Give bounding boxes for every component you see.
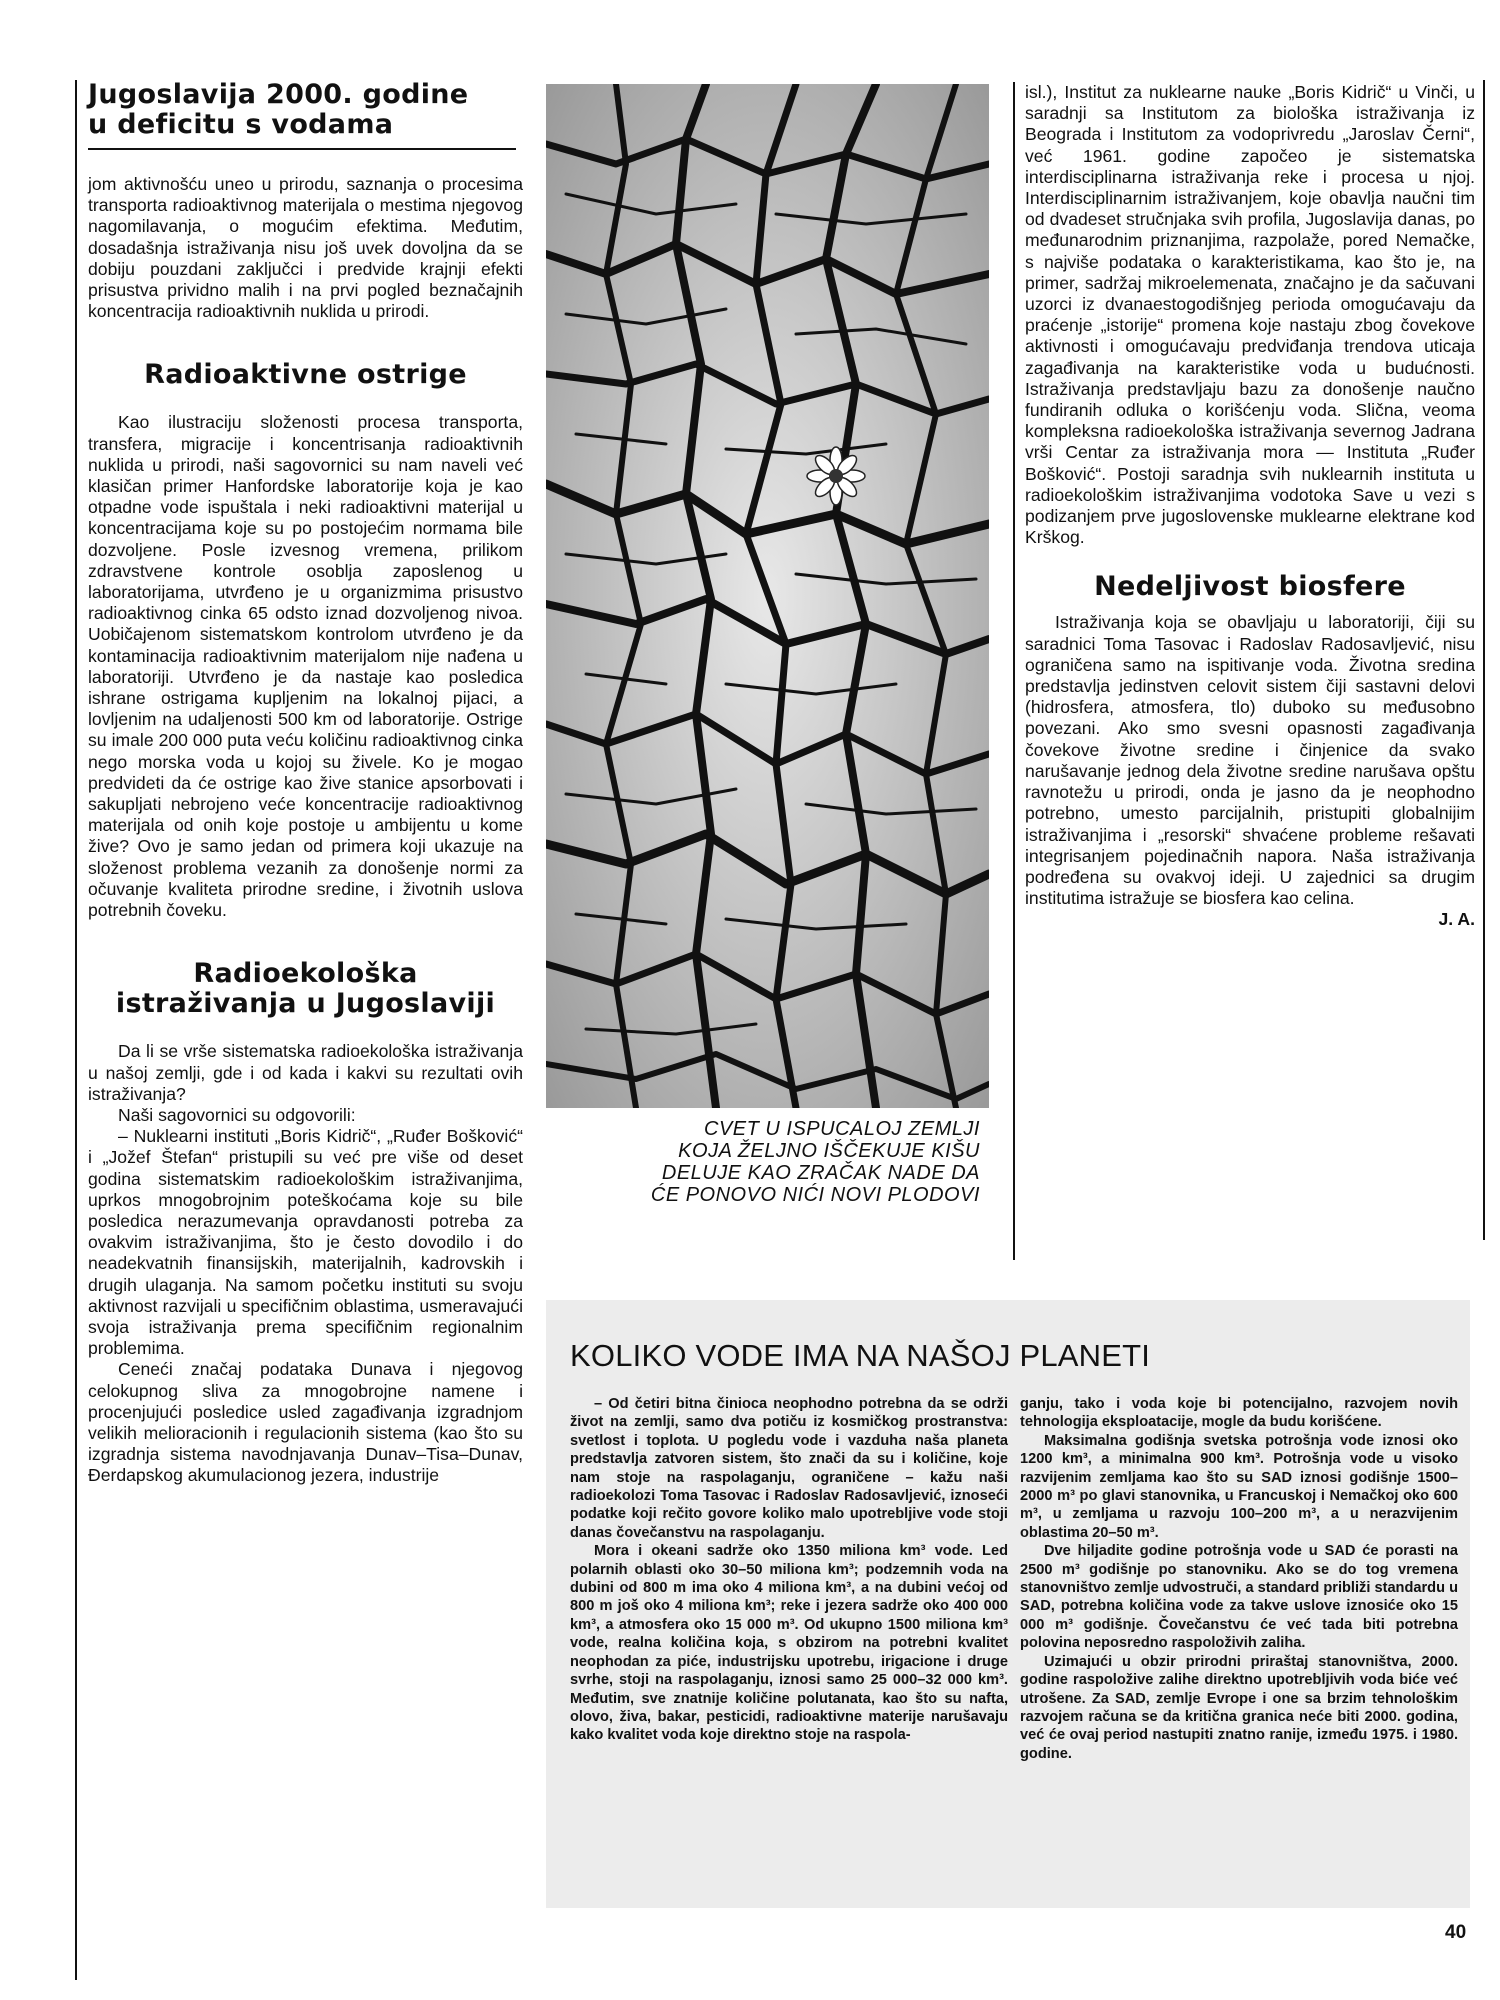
paragraph: Ceneći značaj podataka Dunava i njegovog celokupnog sliva za mnogobrojne namene i procenjujući posledice usled zagađivanja izgradnjom velikih melioracionih i regulacionih sistema (kao što su izgradnja sistema navodnjavanja Dunav–Tisa–Dunav, Đerdapskog akumulacionog jezera, industrije	[88, 1359, 523, 1486]
subheading-line2: istraživanja u Jugoslaviji	[115, 988, 496, 1020]
article-column-right	[1025, 82, 1475, 931]
subheading-radioekoloska-istrazivanja	[88, 959, 523, 1019]
paragraph: Kao ilustraciju složenosti procesa transporta, transfera, migracije i koncentrisanja radioaktivnih nuklida u prirodi, naši sagovornici su nam naveli već klasičan primer Hanfordske laboratorije koja je kao otpadne vode ispuštala i neki radioaktivni materijal u koncentracijama koje su po postojećim normama bile dozvoljene. Posle izvesnog vremena, prilikom zdravstvene kontrole osoblja zaposlenog u laboratorijama, utvrđeno je u organizmima prisustvo radioaktivnog cinka 65 odsto iznad dozvoljenog nivoa. Uobičajenom sistematskom kontrolom utvrđeno je da kontaminacija radioaktivnim materijalom nije nađena u laboratoriji. Utvrđeno je da nastaje kao posledica ishrane ostrigama kupljenim na lokalnoj pijaci, a lovljenim na udaljenosti 500 km od laboratorije. Ostrige su imale 200 000 puta veću količinu radioaktivnog cinka nego morska voda u kojoj su živele. Ko je mogao predvideti da će ostrige kao žive stanice apsorbovati i sakupljati nebrojeno veće koncentracije radioaktivnog materijala od onih koje postoje u ambijentu u kome žive? Ovo je samo jedan od primera koji ukazuje na složenost problema vezanih za donošenje normi za očuvanje kvaliteta prirodne sredine, i životnih uslova potrebnih čoveku.	[88, 412, 523, 921]
subheading-line1: Radioekološka	[193, 958, 418, 990]
author-signature: J. A.	[1438, 909, 1475, 930]
paragraph: jom aktivnošću uneo u prirodu, saznanja o procesima transporta radioaktivnog materijala o mestima njegovog nagomilavanja, o mogućim efektima. Međutim, dosadašnja istraživanja nisu još uvek dovoljna da se dobiju pouzdani zaključci i predvide krajnji efekti prisustva prividno malih i na prvi pogled beznačajnih koncentracija radioaktivnih nuklida u prirodi.	[88, 174, 523, 322]
article-title	[88, 80, 523, 140]
photo-caption: CVET U ISPUCALOJ ZEMLJI KOJA ŽELJNO IŠČEKUJE KIŠU DELUJE KAO ZRAČAK NADE DA ĆE PONOVO NIĆI NOVI PLODOVI	[650, 1118, 980, 1206]
box-paragraph: Dve hiljadite godine potrošnja vode u SAD će porasti na 2500 m³ godišnje po stanovniku. Ako se do tog vremena stanovništvo zemlje udvostruči, a standard približi standardu u SAD, potrebna količina vode za takve uslove iznosiće oko 15 000 m³ godišnje. Čovečanstvu će već tada biti potrebna polovina neposredno raspoloživih zaliha.	[1020, 1543, 1458, 1652]
subheading-radioaktivne-ostrige: Radioaktivne ostrige	[144, 359, 467, 391]
article-column-left	[88, 80, 523, 1487]
article-title-line1: Jugoslavija 2000. godine	[88, 79, 469, 110]
title-underline	[88, 148, 516, 150]
column-rule-right	[1483, 80, 1485, 1240]
box-paragraph: Mora i okeani sadrže oko 1350 miliona km³ vode. Led polarnih oblasti oko 30–50 miliona km³; podzemnih voda na dubini od 800 m ima oko 4 miliona km³, a na dubini većoj od 800 m još oko 4 miliona km³; reke i jezera sadrže oko 400 000 km³, a atmosfera oko 15 000 m³. Od ukupno 1500 miliona km³ vode, realna količina koja, s obzirom na potrebni kvalitet neophodan za piće, industrijsku upotrebu, irigacione i druge svrhe, stoji na raspolaganju, iznosi samo 25 000–32 000 km³. Međutim, sve znatnije količine polutanata, kao što su nafta, olovo, živa, bakar, pesticidi, radioaktivne materije narušavaju kako kvalitet voda koje direktno stoje na raspola-	[570, 1543, 1008, 1744]
paragraph: Naši sagovornici su odgovorili:	[118, 1104, 356, 1125]
paragraph: Istraživanja koja se obavljaju u laboratoriji, čiji su saradnici Toma Tasovac i Radoslav Radosavljević, nisu ograničena samo na ispitivanje voda. Životna sredina predstavlja jedinstven celovit sistem čiji sastavni delovi (hidrosfera, atmosfera, tlo) duboko su međusobno povezani. Ako smo svesni opasnosti zagađivanja čovekove životne sredine i činjenice da svako narušavanje jednog dela životne sredine narušava opštu ravnotežu u prirodi, onda je jasno da je neophodno potrebno, umesto parcijalnih, pristupiti globalnijim istraživanjima i „resorski“ shvaćene probleme rešavati integrisanjem pojedinačnih napora. Naša istraživanja podređena su ovakvoj ideji. U zajednici sa drugim institutima istražuje se biosfera kao celina.	[1025, 612, 1475, 909]
paragraph: isl.), Institut za nuklearne nauke „Boris Kidrič“ u Vinči, u saradnji sa Institutom za biološka istraživanja iz Beograda i Institutom za vodoprivredu „Jaroslav Černi“, već 1961. godine započeo je sistematska interdisciplinarna istraživanja reke i procesa u njoj. Interdisciplinarnim istraživanjem, koje obavlja naučni tim od dvadeset stručnjaka svih profila, Jugoslavija danas, po međunarodnim priznanjima, razpolaže, pored Nemačke, s najviše podataka o karakteristikama, kao što je, na primer, sadržaj mikroelemenata, značajno je da sačuvani uzorci iz dvanaestogodišnjeg perioda omogućavaju da praćenje „istorije“ promena koje nastaju zbog čovekove aktivnosti i omogućavaju predviđanja trendova uticaja zagađivanja na karakteristike voda u budućnosti. Istraživanja predstavljaju bazu za donošenje naučno fundiranih odluka o korišćenju voda. Slična, veoma kompleksna radioekološka istraživanja severnog Jadrana vrši Centar za istraživanja mora — Instituta „Ruđer Bošković“. Postoji saradnja svih nuklearnih instituta u radioekološkim istraživanjima vodotoka Save u vezi s podizanjem prve jugoslovenske muklearne elektrane kod Krškog.	[1025, 82, 1475, 548]
sidebar-box-title: KOLIKO VODE IMA NA NAŠOJ PLANETI	[570, 1338, 1151, 1373]
cracked-earth-photo	[546, 84, 989, 1108]
column-rule-left	[75, 80, 77, 1980]
paragraph: – Nuklearni instituti „Boris Kidrič“, „Ruđer Bošković“ i „Jožef Štefan“ pristupili su već pre više od deset godina sistematskim radioekološkim istraživanjima, uprkos mnogobrojnim poteškoćama koje su bile posledica nerazumevanja opravdanosti potreba za ovakvim istraživanjima, što je često dovodilo i do neadekvatnih finansijskih, materijalnih, kadrovskih i drugih ulaganja. Na samom početku instituti su svoju aktivnost razvijali u specifičnim oblastima, usmeravajući svoja istraživanja prema specifičnim regionalnim problemima.	[88, 1126, 523, 1359]
article-title-line2: u deficitu s vodama	[88, 109, 394, 140]
sidebar-box-column-right	[1020, 1395, 1458, 1763]
sidebar-box-column-left	[570, 1395, 1008, 1745]
column-rule-middle	[1013, 82, 1015, 1260]
page-number: 40	[1445, 1922, 1467, 1943]
box-paragraph: – Od četiri bitna činioca neophodno potrebna da se održi život na zemlji, samo dva potiču iz kosmičkog prostranstva: svetlost i toplota. U pogledu vode i vazduha naša planeta predstavlja zatvoren sistem, što znači da su i količine, koje nam stoje na raspolaganju, ograničene – kažu naši radioekolozi Toma Tasovac i Radoslav Radosavljević, iznoseći podatke koji rečito govore koliko malo upotrebljive vode stoji danas čovečanstvu na raspolaganju.	[570, 1396, 1008, 1541]
box-paragraph: Maksimalna godišnja svetska potrošnja vode iznosi oko 1200 km³, a minimalna 900 km³. Potrošnja vode u visoko razvijenim zemljama kao što su SAD iznosi godišnje 1500–2000 m³ po glavi stanovnika, u Francuskoj i Nemačkoj oko 600 m³, u zemljama u razvoju 100–200 m³, a u nerazvijenim oblastima 20–50 m³.	[1020, 1432, 1458, 1541]
subheading-nedeljivost-biosfere: Nedeljivost biosfere	[1094, 571, 1406, 603]
cracked-earth-illustration	[546, 84, 989, 1108]
box-paragraph: Uzimajući u obzir prirodni priraštaj stanovništva, 2000. godine raspoložive zalihe direktno upotrebljivih voda biće već utrošene. Za SAD, zemlje Evrope i one sa brzim tehnološkim razvojem računa se da kritična granica neće biti 2000. godina, već će ovaj period nastupiti znatno ranije, između 1975. i 1980. godine.	[1020, 1653, 1458, 1762]
paragraph: Da li se vrše sistematska radioekološka istraživanja u našoj zemlji, gde i od kada i kakvi su rezultati ovih istraživanja?	[88, 1041, 523, 1104]
box-paragraph: ganju, tako i voda koje bi potencijalno, razvojem novih tehnologija eksploatacije, mogle da budu korišćene.	[1020, 1396, 1458, 1431]
